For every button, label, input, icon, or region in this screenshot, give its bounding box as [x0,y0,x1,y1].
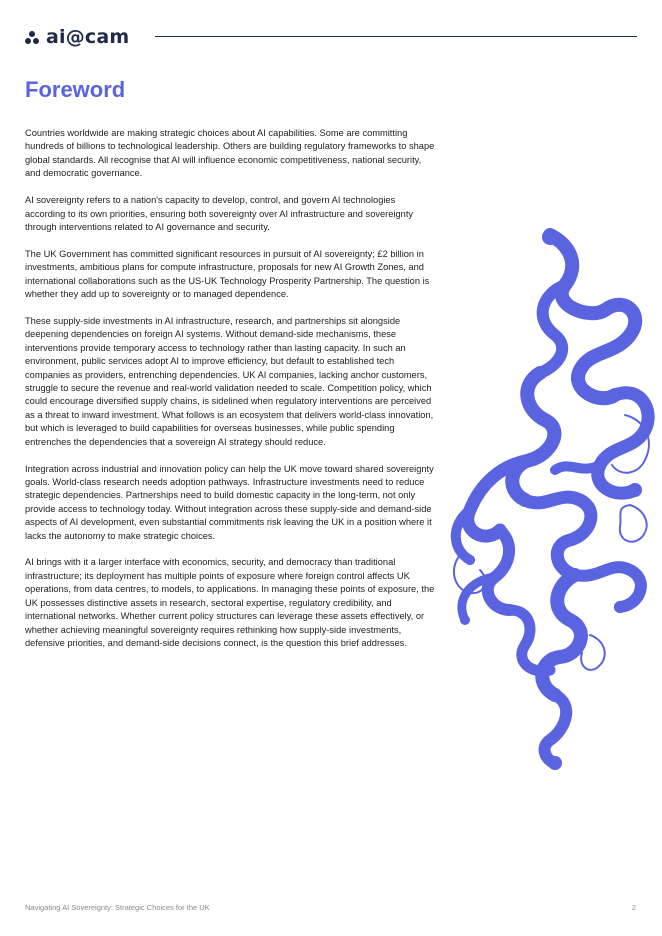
paragraph: Integration across industrial and innovation policy can help the UK move toward shared sovereignty goals. World-class research needs adoption pathways. Infrastructure investments need to reduce strategic dependencies. Partnerships need to build domestic capacity in the long-term, not only provide access to technology today. Without integration across these supply-side and demand-side aspects of AI development, even substantial commitments risk leaving the UK in a position where it lacks the autonomy to make strategic choices. [25,463,434,541]
page-title: Foreword [25,77,126,102]
paragraph: The UK Government has committed significant resources in pursuit of AI sovereignty; £2 billion in investments, ambitious plans for compute infrastructure, proposals for new AI Growth Zones, and international collaborations such as the US-UK Technology Prosperity Partnership. The question is whether they add up to sovereignty or to managed dependence. [25,248,430,300]
footer-page-number: 2 [631,903,636,912]
paragraph: AI brings with it a larger interface with economics, security, and democracy than traditional infrastructure; its deployment has multiple points of exposure where foreign control affects UK operations, from data centres, to models, to applications. In managing these points of exposure, the UK possesses distinctive assets in research, sectoral expertise, regulatory credibility, and international networks. Whether current policy structures can leverage these assets effectively, or whether achieving meaningful sovereignty requires rethinking how supply-side investments, defensive priorities, and demand-side decisions connect, is the question this brief addresses. [25,557,435,648]
page-header [25,27,637,47]
body-text [25,127,435,664]
logo-text: ai@cam [46,26,130,48]
footer-document-title: Navigating AI Sovereignty: Strategic Choices for the UK [25,903,210,912]
decorative-blob-illustration [440,225,662,775]
paragraph: These supply-side investments in AI infrastructure, research, and partnerships sit alongside deepening dependencies on foreign AI systems. Without demand-side mechanisms, these interventions provide temporary access to technology rather than lasting capacity. In such an environment, public services adopt AI to improve efficiency, but default to established tech companies as providers, entrenching dependencies. UK AI companies, lacking anchor customers, struggle to secure the revenue and real-world validation needed to scale. Competition policy, which could encourage diversified supply chains, is sidelined when regulatory interventions are perceived as a threat to inward investment. What follows is an ecosystem that delivers world-class innovation, but which is leveraged to build capabilities for overseas businesses, while public spending entrenches the dependencies that a sovereign AI strategy should reduce. [25,315,434,447]
paragraph: Countries worldwide are making strategic choices about AI capabilities. Some are committing hundreds of billions to technological leadership. Others are building regulatory frameworks to shape global standards. All recognise that AI will influence economic competitiveness, national security, and democratic governance. [25,128,435,179]
logo [25,27,129,47]
logo-dots-icon [25,29,41,45]
paragraph: AI sovereignty refers to a nation's capacity to develop, control, and govern AI technologies according to its own priorities, ensuring both sovereignty over AI infrastructure and sovereignty through interventions related to AI governance and security. [25,195,414,232]
header-rule [155,36,637,37]
